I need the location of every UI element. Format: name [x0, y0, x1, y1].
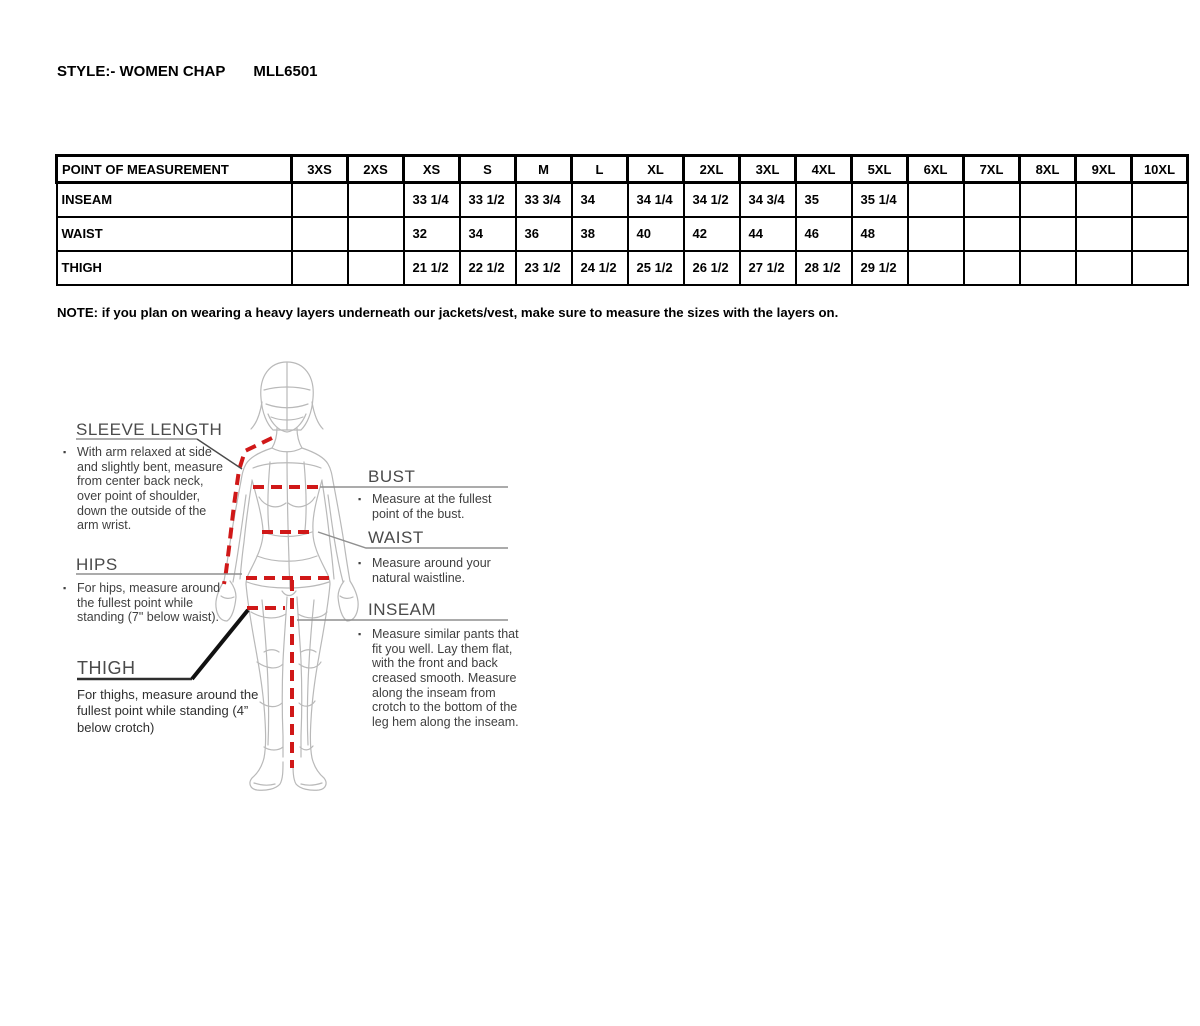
inseam-heading: INSEAM	[368, 600, 437, 619]
size-value-cell: 48	[852, 217, 908, 251]
row-label: WAIST	[57, 217, 292, 251]
bullet-icon: ▪	[358, 629, 362, 639]
size-value-cell: 33 1/2	[460, 183, 516, 217]
column-header-size: 6XL	[908, 156, 964, 183]
bullet-icon: ▪	[63, 583, 67, 593]
size-value-cell: 24 1/2	[572, 251, 628, 285]
size-value-cell: 35 1/4	[852, 183, 908, 217]
bullet-icon: ▪	[358, 558, 362, 568]
column-header-size: 7XL	[964, 156, 1020, 183]
style-code: MLL6501	[253, 63, 318, 80]
size-value-cell: 33 3/4	[516, 183, 572, 217]
size-value-cell: 36	[516, 217, 572, 251]
size-value-cell: 21 1/2	[404, 251, 460, 285]
size-value-cell: 34 1/2	[684, 183, 740, 217]
column-header-size: M	[516, 156, 572, 183]
size-value-cell: 40	[628, 217, 684, 251]
column-header-size: 9XL	[1076, 156, 1132, 183]
column-header-size: L	[572, 156, 628, 183]
thigh-description: For thighs, measure around the fullest point while standing (4” below crotch)	[77, 687, 259, 735]
size-value-cell: 35	[796, 183, 852, 217]
size-value-cell: 34	[572, 183, 628, 217]
size-value-cell: 28 1/2	[796, 251, 852, 285]
column-header-size: XS	[404, 156, 460, 183]
column-header-size: 3XS	[292, 156, 348, 183]
column-header-size: XL	[628, 156, 684, 183]
column-header-size: 10XL	[1132, 156, 1188, 183]
column-header-size: 3XL	[740, 156, 796, 183]
row-label: INSEAM	[57, 183, 292, 217]
size-value-cell: 34 3/4	[740, 183, 796, 217]
size-value-cell: 44	[740, 217, 796, 251]
size-value-cell: 27 1/2	[740, 251, 796, 285]
size-value-cell: 29 1/2	[852, 251, 908, 285]
column-header-size: S	[460, 156, 516, 183]
waist-heading: WAIST	[368, 528, 424, 547]
sleeve-length-heading: SLEEVE LENGTH	[76, 420, 223, 439]
waist-description: ▪ Measure around your natural waistline.	[358, 556, 491, 585]
thigh-heading: THIGH	[77, 658, 136, 678]
note-text: NOTE: if you plan on wearing a heavy layers underneath our jackets/vest, make sure to measure the sizes with the layers on.	[57, 305, 839, 320]
bust-description: ▪ Measure at the fullest point of the bust.	[358, 492, 492, 521]
row-label: THIGH	[57, 251, 292, 285]
column-header-size: 2XS	[348, 156, 404, 183]
bullet-icon: ▪	[358, 494, 362, 504]
column-header-measurement: POINT OF MEASUREMENT	[57, 156, 292, 183]
inseam-description: ▪ Measure similar pants that fit you well. Lay them flat, with the front and back creased smooth. Measure along the inseam from crotch to the bottom of the leg hem along the inseam.	[358, 627, 519, 729]
size-value-cell: 26 1/2	[684, 251, 740, 285]
size-value-cell: 42	[684, 217, 740, 251]
size-value-cell: 46	[796, 217, 852, 251]
size-value-cell: 33 1/4	[404, 183, 460, 217]
bust-heading: BUST	[368, 467, 416, 486]
size-value-cell: 38	[572, 217, 628, 251]
size-value-cell: 25 1/2	[628, 251, 684, 285]
column-header-size: 2XL	[684, 156, 740, 183]
column-header-size: 8XL	[1020, 156, 1076, 183]
size-value-cell: 23 1/2	[516, 251, 572, 285]
column-header-size: 5XL	[852, 156, 908, 183]
size-value-cell: 34 1/4	[628, 183, 684, 217]
size-value-cell: 22 1/2	[460, 251, 516, 285]
hips-description: ▪ For hips, measure around the fullest point while standing (7" below waist).	[63, 581, 221, 625]
column-header-size: 4XL	[796, 156, 852, 183]
size-value-cell: 34	[460, 217, 516, 251]
bullet-icon: ▪	[63, 447, 67, 457]
sleeve-length-description: ▪ With arm relaxed at side and slightly bent, measure from center back neck, over point of shoulder, down the outside of the arm wrist.	[63, 445, 223, 533]
size-value-cell: 32	[404, 217, 460, 251]
hips-heading: HIPS	[76, 555, 118, 574]
style-name: STYLE:- WOMEN CHAP	[57, 63, 226, 80]
